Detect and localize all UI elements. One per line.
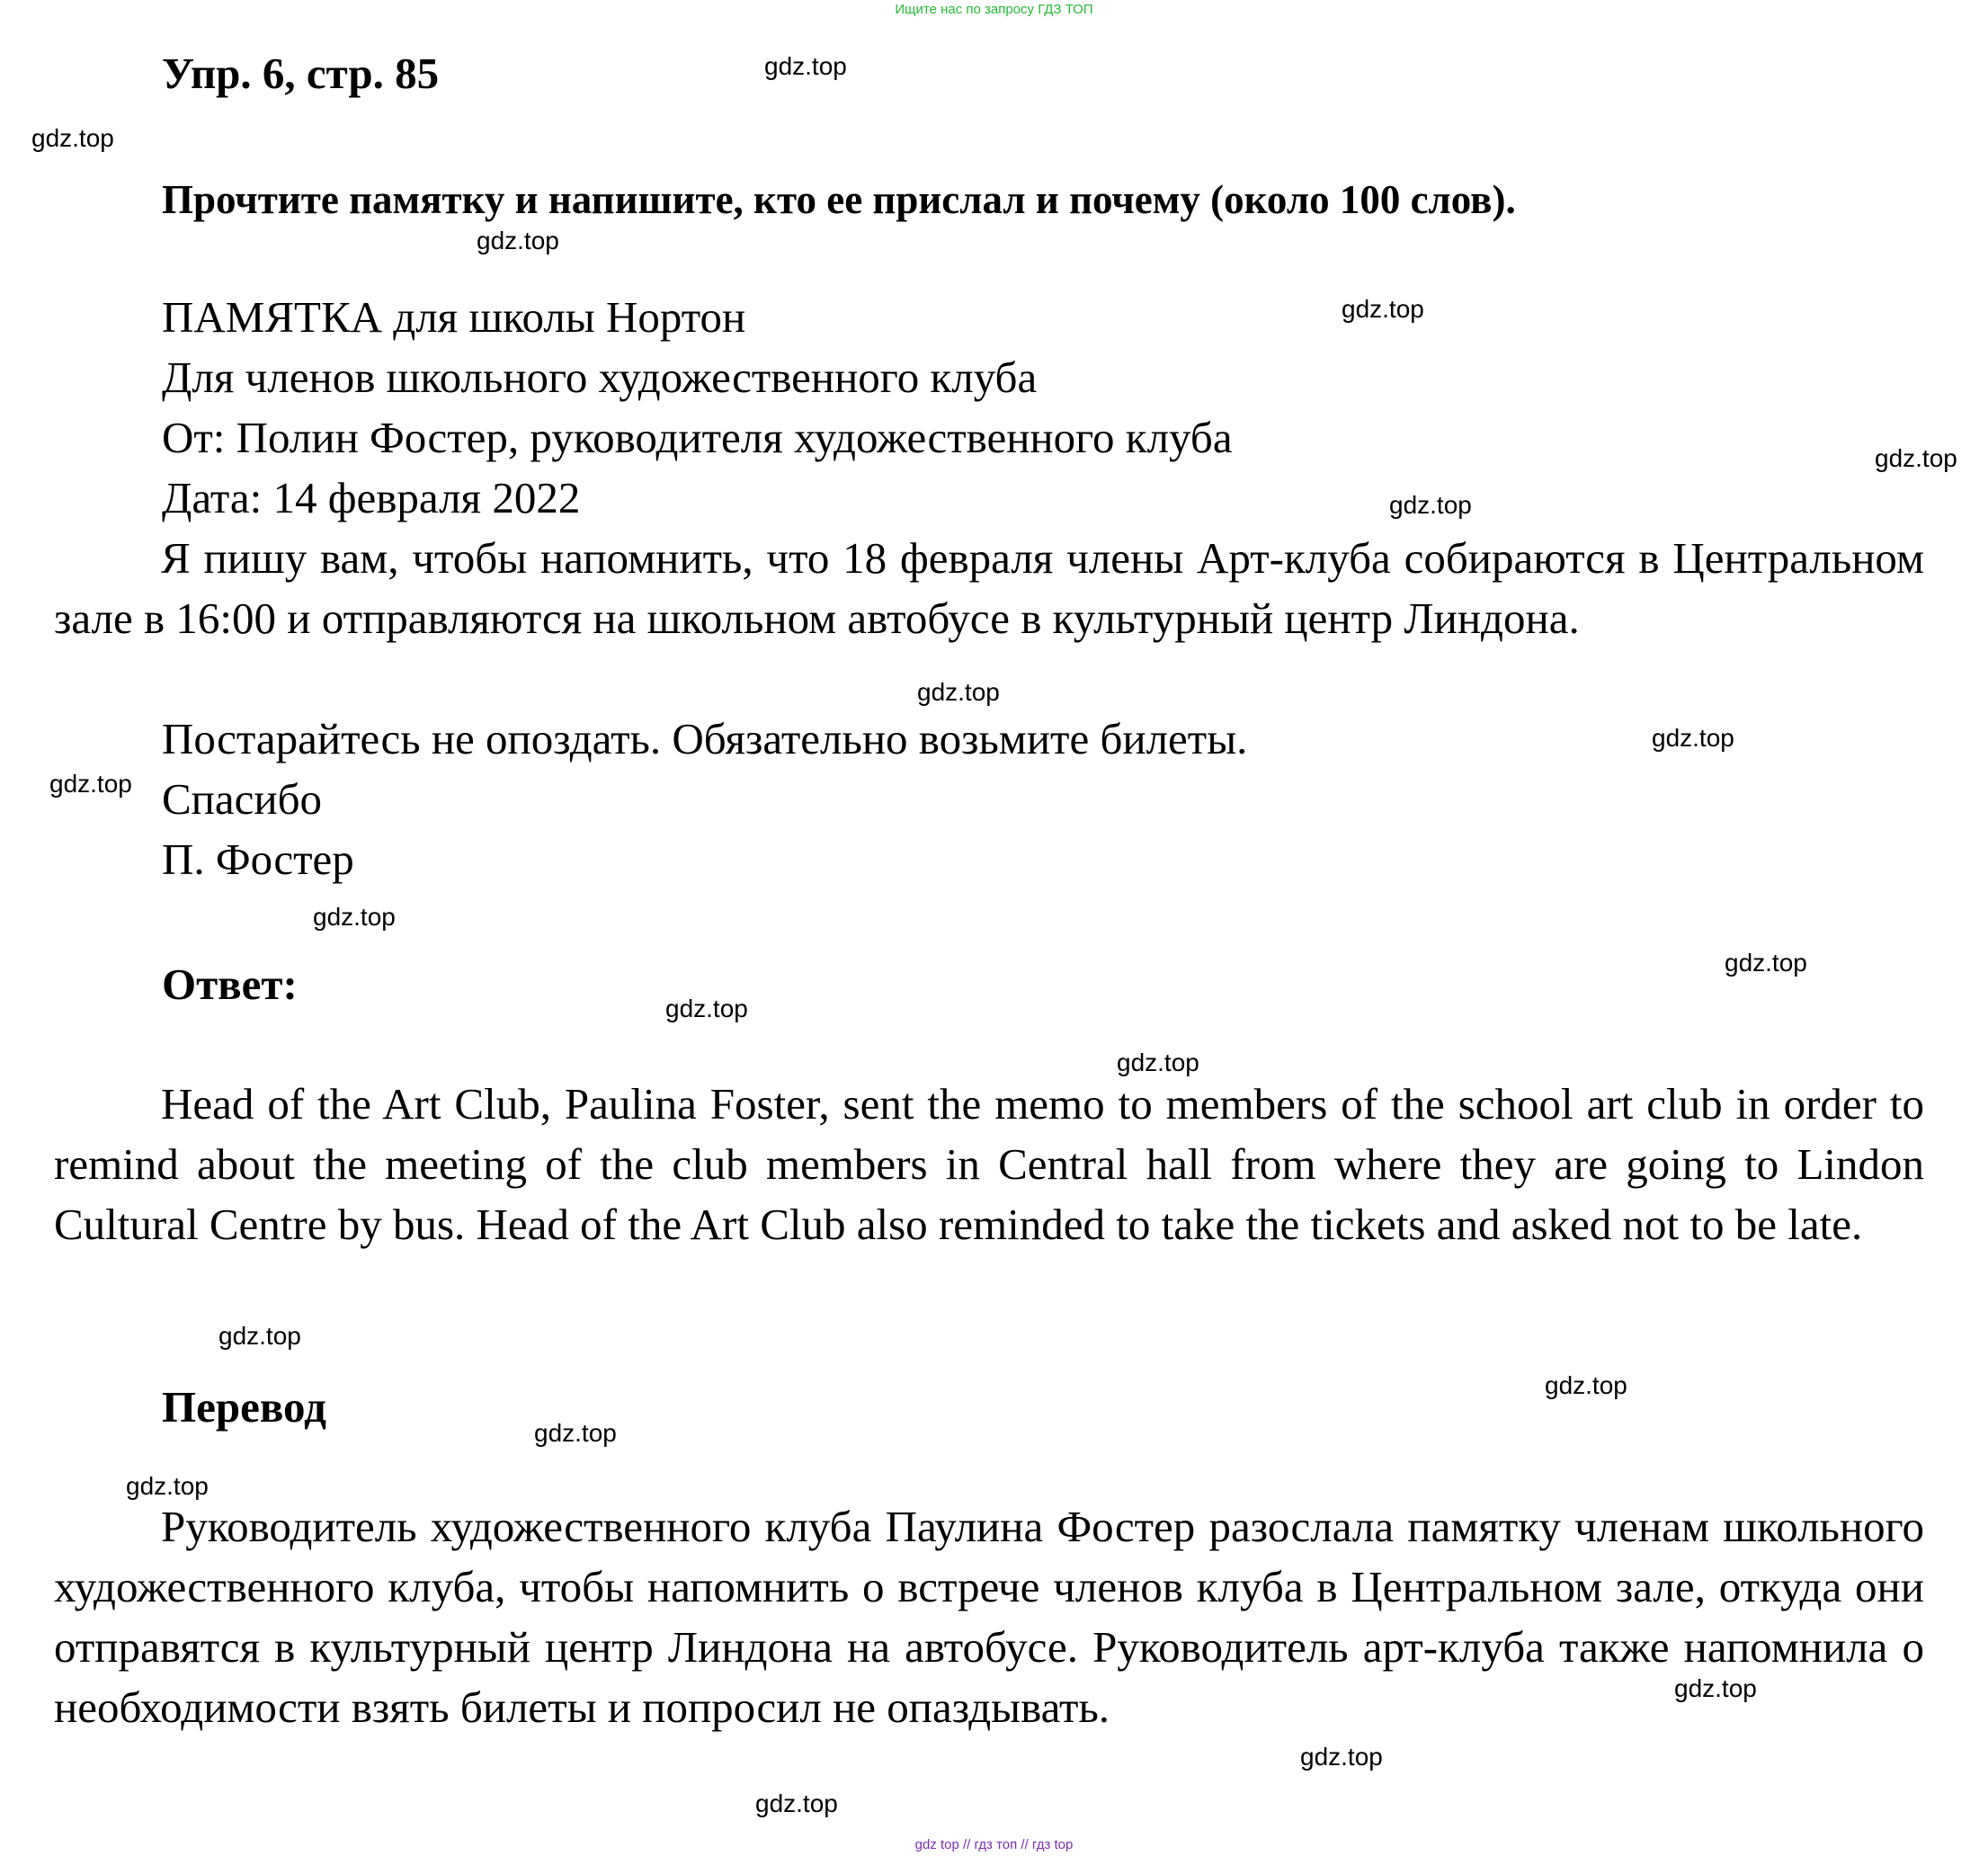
memo-date: Дата: 14 февраля 2022: [162, 473, 581, 522]
memo-body: Я пишу вам, чтобы напомнить, что 18 февраля члены Арт-клуба собираются в Центральном зале в 16:00 и отправляются на школьном автобусе в культурный центр Линдона.: [54, 533, 1924, 643]
watermark: gdz.top: [1875, 444, 1957, 472]
watermark: gdz.top: [755, 1789, 838, 1817]
watermark: gdz.top: [31, 124, 114, 152]
memo-from: От: Полин Фостер, руководителя художественного клуба: [162, 413, 1233, 462]
watermark: gdz.top: [1545, 1371, 1627, 1399]
watermark: gdz.top: [49, 770, 132, 798]
watermark: gdz.top: [218, 1322, 301, 1350]
watermark: gdz.top: [1117, 1048, 1199, 1076]
memo-thanks: Спасибо: [162, 774, 323, 824]
watermark: gdz.top: [1389, 491, 1472, 519]
memo-signature: П. Фостер: [162, 834, 354, 884]
memo-header: ПАМЯТКА для школы Нортон: [162, 292, 746, 342]
top-banner: Ищите нас по запросу ГДЗ ТОП: [895, 2, 1093, 17]
watermark: gdz.top: [477, 227, 559, 254]
watermark: gdz.top: [1725, 949, 1807, 977]
memo-note: Постарайтесь не опоздать. Обязательно возьмите билеты.: [162, 714, 1248, 763]
watermark: gdz.top: [764, 52, 847, 80]
answer-heading: Ответ:: [162, 959, 298, 1009]
watermark: gdz.top: [126, 1472, 209, 1500]
exercise-title: Упр. 6, стр. 85: [162, 49, 440, 98]
footer-note: gdz top // гдз топ // гдз top: [914, 1837, 1074, 1852]
translation-text: Руководитель художественного клуба Паулина Фостер разослала памятку членам школьного художественного клуба, чтобы напомнить о встрече членов клуба в Центральном зале, откуда они отправятся в культурный центр Линдона на автобусе. Руководитель арт-клуба также напомнила о необходимости взять билеты и попросил не опаздывать.: [54, 1502, 1924, 1732]
task-instruction: Прочтите памятку и напишите, кто ее прислал и почему (около 100 слов).: [162, 177, 1516, 222]
watermark: gdz.top: [534, 1419, 617, 1447]
watermark: gdz.top: [917, 678, 1000, 706]
memo-to: Для членов школьного художественного клуба: [162, 352, 1038, 402]
watermark: gdz.top: [1652, 724, 1734, 752]
watermark: gdz.top: [1300, 1743, 1383, 1771]
watermark: gdz.top: [1674, 1674, 1757, 1702]
watermark: gdz.top: [665, 995, 748, 1022]
answer-text: Head of the Art Club, Paulina Foster, sent the memo to members of the school art club in order to remind about the meeting of the club members in Central hall from where they are going to Lindon Cultural Centre by bus. Head of the Art Club also reminded to take the tickets and asked not to be late.: [54, 1079, 1924, 1249]
translation-heading: Перевод: [162, 1382, 326, 1432]
watermark: gdz.top: [313, 903, 396, 931]
watermark: gdz.top: [1342, 295, 1424, 323]
